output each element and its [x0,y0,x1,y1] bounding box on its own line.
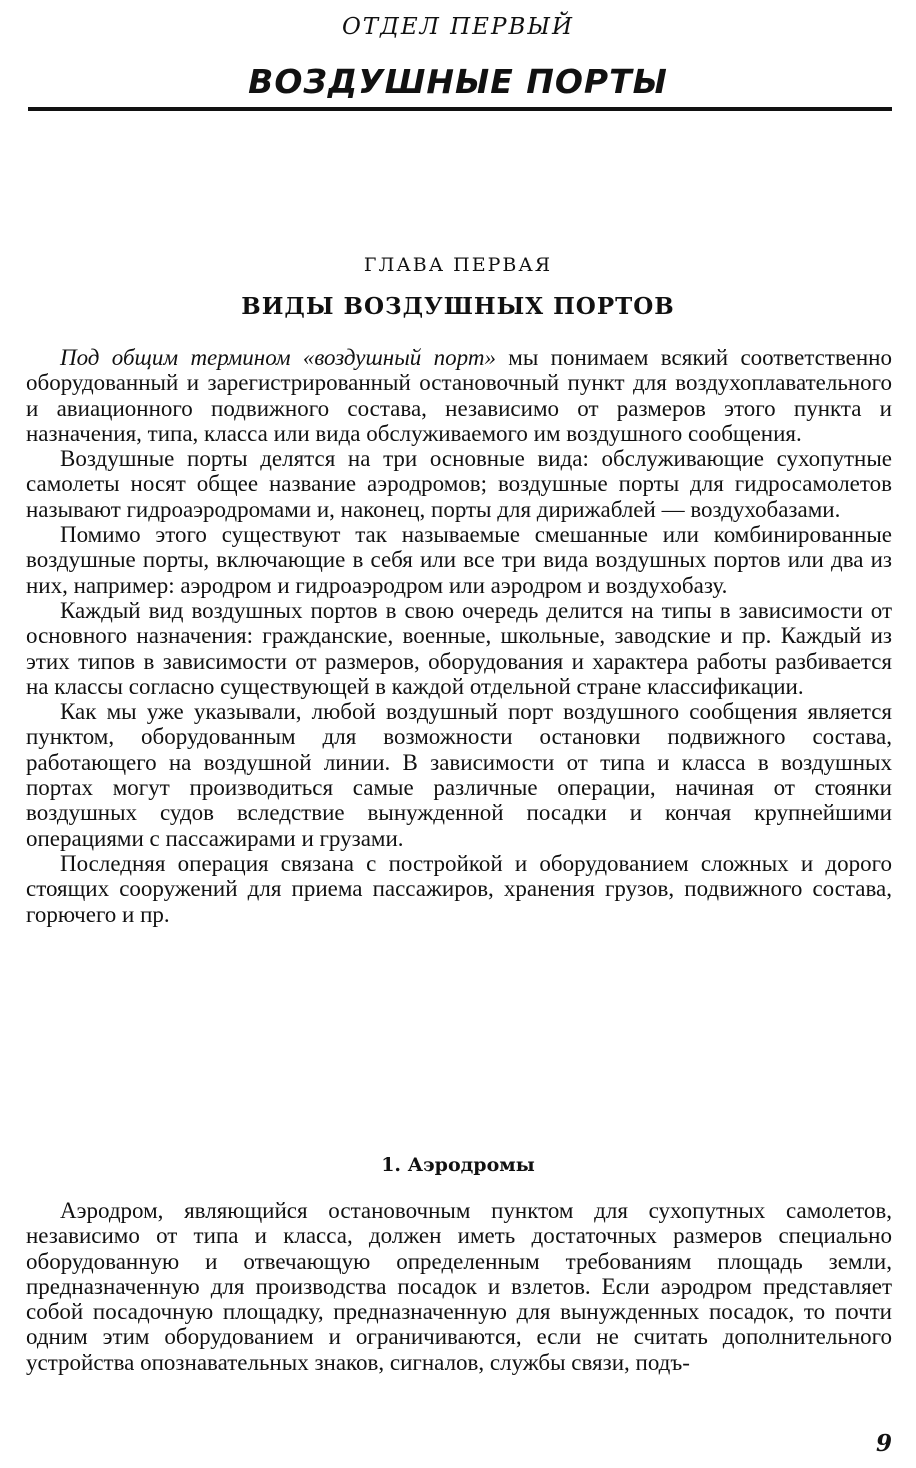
paragraph-text: Воздушные порты делятся на три основные вида: обслуживающие сухопутные самолеты носят общее название аэродромов; воздушные порты для гидросамолетов называют гидроаэродромами и, наконец, порты для дирижаблей — воздухобазами. [26,446,892,522]
header-rule [28,107,892,111]
chapter-title: ВИДЫ ВОЗДУШНЫХ ПОРТОВ [241,293,675,320]
chapter-label: ГЛАВА ПЕРВАЯ [363,254,553,276]
chapter-body [26,345,892,927]
part-title: ВОЗДУШНЫЕ ПОРТЫ [248,62,668,101]
paragraph-text: мы понимаем всякий соответственно оборудованный и зарегистрированный остановочный пункт для воздухоплавательного и авиационного подвижного состава, независимо от размеров этого пункта и назначения, типа, класса или вида обслуживаемого им воздушного сообщения. [26,345,892,446]
paragraph-text: Как мы уже указывали, любой воздушный порт воздушного сообщения является пунктом, оборудованным для возможности остановки подвижного состава, работающего на воздушной линии. В зависимости от типа и класса в воздушных портах могут производиться самые различные операции, начиная от стоянки воздушных судов вследствие вынужденной посадки и кончая крупнейшими операциями с пассажирами и грузами. [26,699,892,851]
paragraph [26,446,892,522]
paragraph [26,1198,892,1375]
paragraph-text: Аэродром, являющийся остановочным пунктом для сухопутных самолетов, независимо от типа и класса, должен иметь достаточных размеров специально оборудованную и отвечающую определенным требованиям площадь земли, предназначенную для производства посадок и взлетов. Если аэродром представляет собой посадочную площадку, предназначенную для вынужденных посадок, то почти одним этим оборудованием и ограничиваются, если не считать дополнительного устройства опознавательных знаков, сигналов, службы связи, подъ- [26,1198,892,1375]
paragraph-lead: Под общим термином «воздушный порт» [60,345,496,370]
paragraph [26,522,892,598]
page-number: 9 [875,1430,892,1457]
paragraph [26,851,892,927]
paragraph-text: Каждый вид воздушных портов в свою очередь делится на типы в зависимости от основного назначения: гражданские, военные, школьные, заводские и пр. Каждый из этих типов в зависимости от размеров, оборудования и характера работы разбивается на классы согласно существующей в каждой отдельной стране классификации. [26,597,892,699]
paragraph [26,699,892,851]
section-title: 1. Аэродромы [381,1154,535,1176]
part-label: ОТДЕЛ ПЕРВЫЙ [341,14,575,40]
paragraph-text: Помимо этого существуют так называемые смешанные или комбинированные воздушные порты, включающие в себя или все три вида воздушных портов или два из них, например: аэродром и гидроаэродром или аэродром и воздухобазу. [26,522,892,598]
paragraph [26,345,892,446]
paragraph-text: Последняя операция связана с постройкой и оборудованием сложных и дорого стоящих сооружений для приема пассажиров, хранения грузов, подвижного состава, горючего и пр. [26,850,892,927]
section-body [26,1198,892,1375]
paragraph [26,598,892,699]
